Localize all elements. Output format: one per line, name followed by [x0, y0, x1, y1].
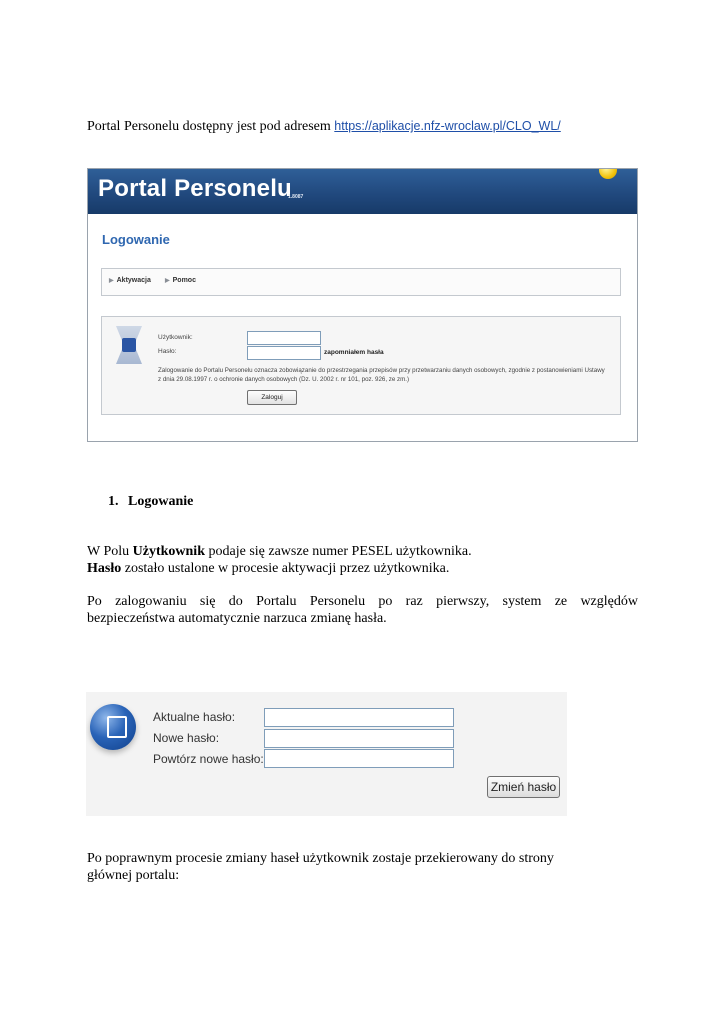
- login-screenshot: [87, 168, 638, 442]
- paragraph-line: głównej portalu:: [87, 868, 180, 883]
- portal-url-link[interactable]: https://aplikacje.nfz-wroclaw.pl/CLO_WL/: [334, 119, 561, 133]
- forgot-password-link[interactable]: zapomniałem hasła: [324, 349, 384, 356]
- breadcrumb-item-help[interactable]: ▶ Pomoc: [165, 277, 196, 284]
- intro-line: [87, 118, 647, 135]
- edit-pen-icon: [122, 338, 136, 352]
- password-label: Hasło:: [158, 348, 177, 355]
- username-label: Użytkownik:: [158, 334, 193, 341]
- username-input[interactable]: [247, 331, 321, 345]
- new-password-label: Nowe hasło:: [153, 731, 220, 745]
- paragraph-password-change: [87, 593, 638, 627]
- triangle-right-icon: ▶: [165, 278, 170, 284]
- paragraph-username: W Polu Użytkownik podaje się zawsze numer PESEL użytkownika. Hasło zostało ustalone w procesie aktywacji przez użytkownika.: [87, 544, 472, 576]
- edit-document-icon: [90, 704, 136, 750]
- intro-text: Portal Personelu dostępny jest pod adresem: [87, 119, 331, 134]
- password-change-screenshot: [86, 692, 567, 816]
- section-heading: [108, 493, 193, 510]
- login-heading: Logowanie: [102, 232, 170, 247]
- breadcrumb: [101, 268, 621, 296]
- privacy-notice: Zalogowanie do Portalu Personelu oznacza zobowiązanie do przestrzegania przepisów przy przetwarzaniu danych osobowych, zgodnie z postanowieniami Ustawy z dnia 29.08.1997 r. o ochronie danych osobowych (Dz. U. 2002 r. nr 101, poz. 926, ze zm.): [158, 367, 605, 383]
- paragraph-line: Po zalogowaniu się do Portalu Personelu po raz pierwszy, system ze względów: [87, 594, 638, 609]
- portal-banner: [88, 169, 637, 214]
- password-input[interactable]: [247, 346, 321, 360]
- breadcrumb-item-activation[interactable]: ▶ Aktywacja: [109, 277, 151, 284]
- paragraph-line: Po poprawnym procesie zmiany haseł użytkownik zostaje przekierowany do strony: [87, 851, 554, 866]
- login-form: [101, 316, 621, 415]
- field-name-username: Użytkownik: [132, 544, 205, 559]
- current-password-input[interactable]: [264, 708, 454, 727]
- change-password-button[interactable]: Zmień hasło: [487, 776, 560, 798]
- current-password-label: Aktualne hasło:: [153, 710, 236, 724]
- paragraph-redirect: [87, 850, 647, 884]
- triangle-right-icon: ▶: [109, 278, 114, 284]
- login-button[interactable]: Zaloguj: [247, 390, 297, 405]
- section-title: Logowanie: [128, 494, 194, 509]
- paragraph-line: bezpieczeństwa automatycznie narzuca zmianę hasła.: [87, 611, 387, 626]
- section-number: 1.: [108, 494, 119, 509]
- banner-version: 1.8087: [288, 194, 304, 200]
- banner-title: Portal Personelu: [98, 175, 292, 202]
- repeat-password-input[interactable]: [264, 749, 454, 768]
- new-password-input[interactable]: [264, 729, 454, 748]
- field-name-password: Hasło: [87, 561, 122, 576]
- sun-logo-icon: [599, 168, 617, 179]
- repeat-password-label: Powtórz nowe hasło:: [153, 752, 264, 766]
